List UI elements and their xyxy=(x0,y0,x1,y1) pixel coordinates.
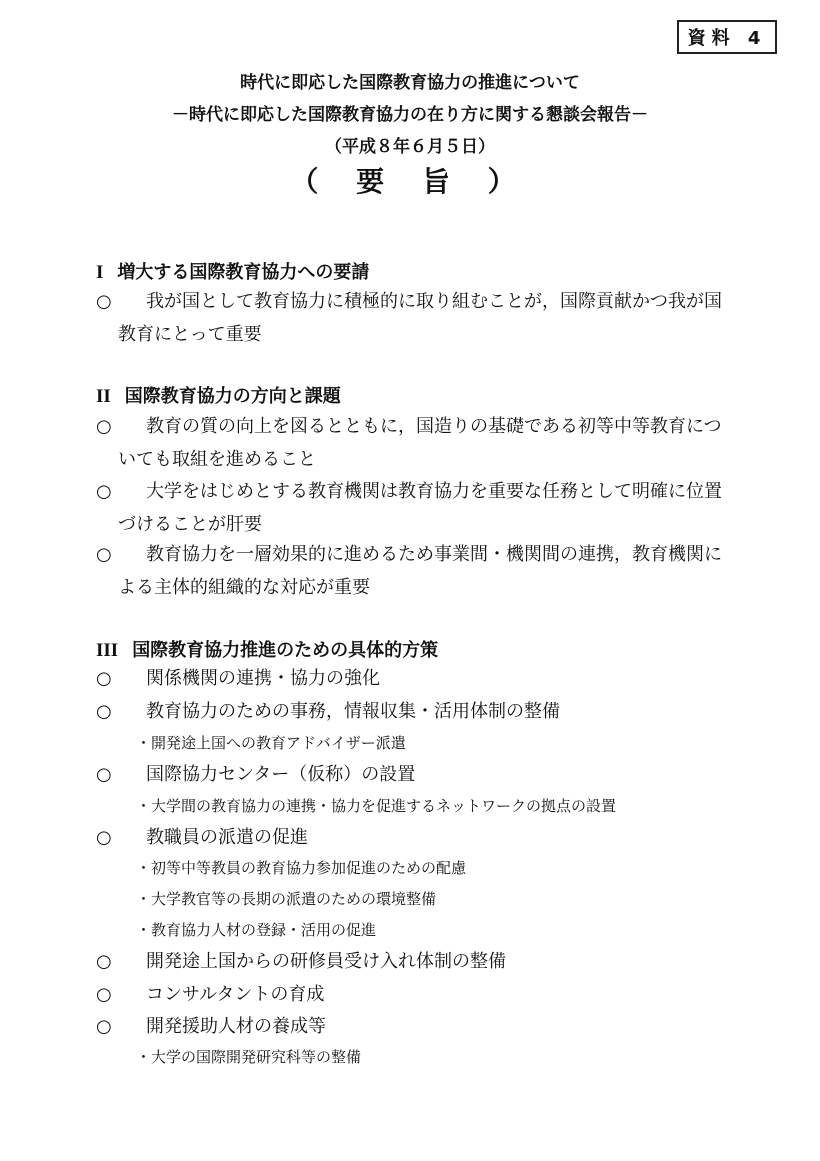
summary-heading: （ 要 旨 ） xyxy=(290,165,530,198)
section-numeral: II xyxy=(96,386,111,407)
circle-bullet-icon: ○ xyxy=(96,668,112,689)
document-label: 資料 4 xyxy=(687,28,767,49)
sub-item-text: 教育協力人材の登録・活用の促進 xyxy=(151,921,377,939)
document-date: （平成８年６月５日） xyxy=(325,137,495,157)
list-item xyxy=(96,475,736,541)
circle-bullet-icon: ○ xyxy=(96,701,112,722)
dot-bullet-icon: ・ xyxy=(136,797,152,815)
document-title: 時代に即応した国際教育協力の推進について xyxy=(240,73,580,93)
dot-bullet-icon: ・ xyxy=(136,921,152,939)
dot-bullet-icon: ・ xyxy=(136,734,152,752)
list-item xyxy=(96,945,736,978)
circle-bullet-icon: ○ xyxy=(96,291,112,312)
sub-item-text: 大学間の教育協力の連携・協力を促進するネットワークの拠点の設置 xyxy=(151,797,617,815)
list-item xyxy=(96,410,736,476)
item-text: 関係機関の連携・協力の強化 xyxy=(146,668,380,689)
dot-bullet-icon: ・ xyxy=(136,890,152,908)
list-item xyxy=(96,285,736,351)
item-text: 開発途上国からの研修員受け入れ体制の整備 xyxy=(146,951,506,972)
sub-list-item xyxy=(136,857,466,878)
circle-bullet-icon: ○ xyxy=(96,827,112,848)
list-item xyxy=(96,538,736,604)
circle-bullet-icon: ○ xyxy=(96,1016,112,1037)
item-text: 我が国として教育協力に積極的に取り組むことが，国際貢献かつ我が国教育にとって重要 xyxy=(118,291,722,345)
section-numeral: III xyxy=(96,640,119,661)
section-heading-1 xyxy=(96,258,369,284)
list-item xyxy=(96,821,736,854)
item-text: 教育協力を一層効果的に進めるため事業間・機関間の連携，教育機関による主体的組織的な対応が重要 xyxy=(118,544,722,598)
circle-bullet-icon: ○ xyxy=(96,544,112,565)
sub-item-text: 初等中等教員の教育協力参加促進のための配慮 xyxy=(151,859,467,877)
circle-bullet-icon: ○ xyxy=(96,984,112,1005)
sub-list-item xyxy=(136,919,376,940)
item-text: 開発援助人材の養成等 xyxy=(146,1016,326,1037)
sub-item-text: 大学教官等の長期の派遣のための環境整備 xyxy=(151,890,437,908)
item-text: 教職員の派遣の促進 xyxy=(146,827,308,848)
list-item xyxy=(96,978,736,1011)
section-numeral: I xyxy=(96,262,104,283)
section-title: 増大する国際教育協力への要請 xyxy=(117,262,370,283)
list-item xyxy=(96,1010,736,1043)
section-title: 国際教育協力の方向と課題 xyxy=(124,386,341,407)
circle-bullet-icon: ○ xyxy=(96,764,112,785)
dot-bullet-icon: ・ xyxy=(136,1048,152,1066)
item-text: 教育の質の向上を図るとともに，国造りの基礎である初等中等教育についても取組を進めること xyxy=(118,416,722,470)
item-text: コンサルタントの育成 xyxy=(146,984,325,1005)
circle-bullet-icon: ○ xyxy=(96,481,112,502)
document-subtitle: －時代に即応した国際教育協力の在り方に関する懇談会報告－ xyxy=(172,105,648,125)
sub-item-text: 開発途上国への教育アドバイザー派遣 xyxy=(151,734,406,752)
circle-bullet-icon: ○ xyxy=(96,416,112,437)
section-title: 国際教育協力推進のための具体的方策 xyxy=(132,640,439,661)
list-item xyxy=(96,695,736,728)
sub-list-item xyxy=(136,795,616,816)
item-text: 教育協力のための事務，情報収集・活用体制の整備 xyxy=(146,701,560,722)
sub-item-text: 大学の国際開発研究科等の整備 xyxy=(151,1048,362,1066)
sub-list-item xyxy=(136,732,406,753)
dot-bullet-icon: ・ xyxy=(136,859,152,877)
item-text: 国際協力センター（仮称）の設置 xyxy=(146,764,416,785)
section-heading-3 xyxy=(96,636,438,662)
list-item xyxy=(96,662,736,695)
item-text: 大学をはじめとする教育機関は教育協力を重要な任務として明確に位置づけることが肝要 xyxy=(118,481,722,535)
circle-bullet-icon: ○ xyxy=(96,951,112,972)
sub-list-item xyxy=(136,1046,361,1067)
sub-list-item xyxy=(136,888,436,909)
list-item xyxy=(96,758,736,791)
document-label-box xyxy=(677,20,777,54)
section-heading-2 xyxy=(96,382,341,408)
